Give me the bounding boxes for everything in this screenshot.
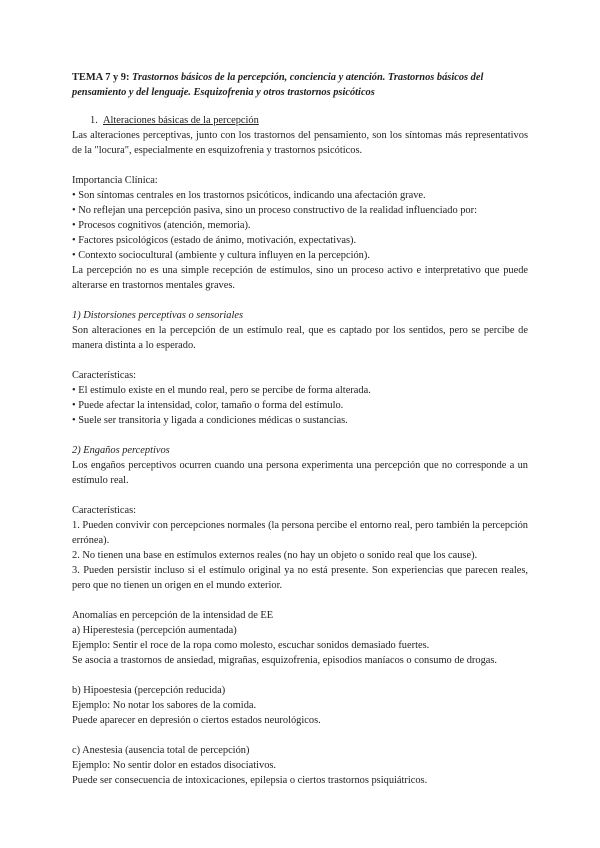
list-item: • Suele ser transitoria y ligada a condiciones médicas o sustancias. [72, 415, 348, 426]
enganos-definition: Los engaños perceptivos ocurren cuando una persona experimenta una percepción que no corresponde a un estímulo real. [72, 460, 528, 486]
list-item: • Factores psicológicos (estado de ánimo, motivación, expectativas). [72, 235, 357, 246]
distorsiones-heading: 1) Distorsiones perceptivas o sensoriales [72, 310, 244, 321]
list-item: 3. Pueden persistir incluso si el estímulo original ya no está presente. Son experiencias que parecen reales, pero que no tienen un origen en el mundo exterior. [72, 565, 528, 591]
importancia-heading: Importancia Clínica: [72, 175, 158, 186]
importancia-conclusion: La percepción no es una simple recepción de estímulos, sino un proceso activo e interpretativo que puede alterarse en trastornos mentales graves. [72, 265, 528, 291]
anomalia-title: c) Anestesia (ausencia total de percepción) [72, 745, 250, 756]
distorsiones-definition: Son alteraciones en la percepción de un estímulo real, que es captado por los sentidos, pero se percibe de manera distinta a lo esperado. [72, 325, 528, 351]
enganos-heading: 2) Engaños perceptivos [72, 445, 170, 456]
section-intro: Las alteraciones perceptivas, junto con los trastornos del pensamiento, son los síntomas más representativos de la "locura", especialmente en esquizofrenia y trastornos psicóticos. [72, 130, 528, 156]
list-item: • No reflejan una percepción pasiva, sino un proceso constructivo de la realidad influenciado por: [72, 205, 477, 216]
section-heading-label: Alteraciones básicas de la percepción [103, 115, 259, 126]
anomalia-example: Ejemplo: Sentir el roce de la ropa como molesto, escuchar sonidos demasiado fuertes. [72, 640, 430, 651]
title-text: Trastornos básicos de la percepción, conciencia y atención. Trastornos básicos del pensamiento y del lenguaje. Esquizofrenia y otros trastornos psicóticos [72, 72, 484, 98]
document-page [72, 70, 528, 788]
anomalia-note: Puede aparecer en depresión o ciertos estados neurológicos. [72, 715, 321, 726]
list-item: • Puede afectar la intensidad, color, tamaño o forma del estímulo. [72, 400, 344, 411]
anomalia-title: b) Hipoestesia (percepción reducida) [72, 685, 226, 696]
anomalia-note: Puede ser consecuencia de intoxicaciones, epilepsia o ciertos trastornos psiquiátricos. [72, 775, 428, 786]
section-heading [90, 113, 528, 128]
section-number: 1. [90, 115, 98, 126]
anomalia-example: Ejemplo: No notar los sabores de la comida. [72, 700, 257, 711]
anomalia-note: Se asocia a trastornos de ansiedad, migrañas, esquizofrenia, episodios maníacos o consumo de drogas. [72, 655, 498, 666]
title-prefix: TEMA 7 y 9: [72, 72, 130, 83]
document-title [72, 70, 528, 100]
list-item: • Procesos cognitivos (atención, memoria). [72, 220, 251, 231]
anomalia-title: a) Hiperestesia (percepción aumentada) [72, 625, 237, 636]
distorsiones-caracteristicas-heading: Características: [72, 370, 137, 381]
anomalia-example: Ejemplo: No sentir dolor en estados disociativos. [72, 760, 277, 771]
list-item: 2. No tienen una base en estímulos externos reales (no hay un objeto o sonido real que los cause). [72, 550, 478, 561]
enganos-caracteristicas-heading: Características: [72, 505, 137, 516]
anomalias-heading: Anomalías en percepción de la intensidad de EE [72, 610, 274, 621]
list-item: • Son síntomas centrales en los trastornos psicóticos, indicando una afectación grave. [72, 190, 426, 201]
list-item: • Contexto sociocultural (ambiente y cultura influyen en la percepción). [72, 250, 370, 261]
list-item: 1. Pueden convivir con percepciones normales (la persona percibe el entorno real, pero también la percepción errónea). [72, 520, 528, 546]
list-item: • El estímulo existe en el mundo real, pero se percibe de forma alterada. [72, 385, 371, 396]
